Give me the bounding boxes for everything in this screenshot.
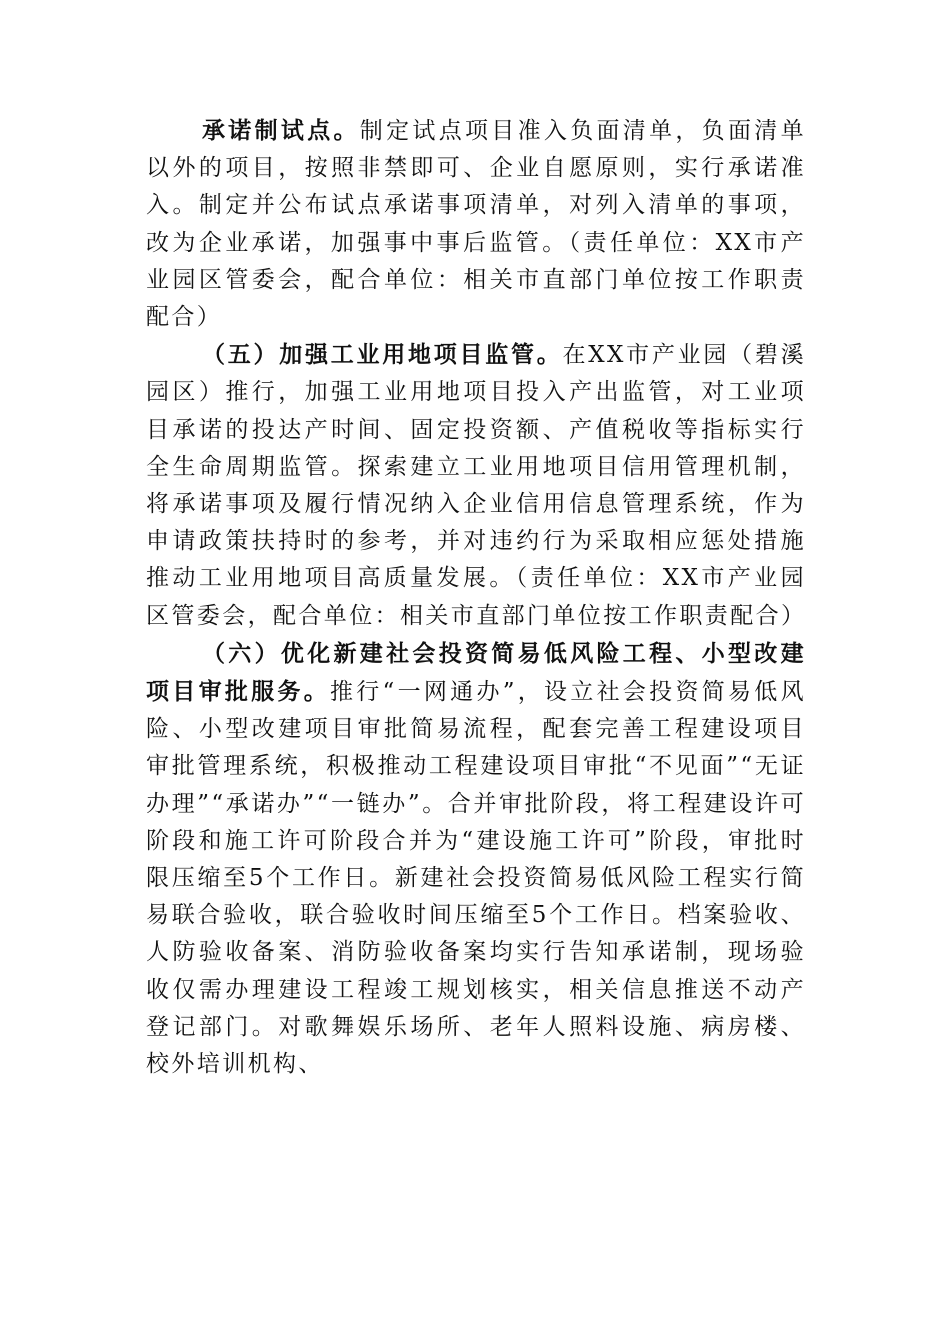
paragraph-low-risk-approval (146, 635, 806, 1083)
paragraph-industrial-land-supervision (146, 336, 806, 635)
paragraph-body: 推行“一网通办”，设立社会投资简易低风险、小型改建项目审批简易流程，配套完善工程建设项目审批管理系统，积极推动工程建设项目审批“不见面”“无证办理”“承诺办”“一链办”。合并审批阶段，将工程建设许可阶段和施工许可阶段合并为“建设施工许可”阶段，审批时限压缩至5个工作日。新建社会投资简易低风险工程实行简易联合验收，联合验收时间压缩至5个工作日。档案验收、人防验收备案、消防验收备案均实行告知承诺制，现场验收仅需办理建设工程竣工规划核实，相关信息推送不动产登记部门。对歌舞娱乐场所、老年人照料设施、病房楼、校外培训机构、 (146, 679, 806, 1078)
paragraph-body: 在XX市产业园（碧溪园区）推行，加强工业用地项目投入产出监管，对工业项目承诺的投达产时间、固定投资额、产值税收等指标实行全生命周期监管。探索建立工业用地项目信用管理机制，将承诺事项及履行情况纳入企业信用信息管理系统，作为申请政策扶持时的参考，并对违约行为采取相应惩处措施推动工业用地项目高质量发展。（责任单位：XX市产业园区管委会，配合单位：相关市直部门单位按工作职责配合） (146, 342, 807, 629)
paragraph-heading: （五）加强工业用地项目监管。 (202, 341, 563, 369)
paragraph-heading: （六）优化新建社会投资简易低风险工程、小型改建项目审批服务。 (146, 639, 806, 706)
paragraph-body: 制定试点项目准入负面清单，负面清单以外的项目，按照非禁即可、企业自愿原则，实行承诺准入。制定并公布试点承诺事项清单，对列入清单的事项，改为企业承诺，加强事中事后监管。（责任单位：XX市产业园区管委会，配合单位：相关市直部门单位按工作职责配合） (146, 118, 806, 331)
document-page (146, 112, 806, 1083)
paragraph-heading: 承诺制试点。 (202, 117, 360, 144)
paragraph-commitment-pilot (146, 112, 806, 336)
